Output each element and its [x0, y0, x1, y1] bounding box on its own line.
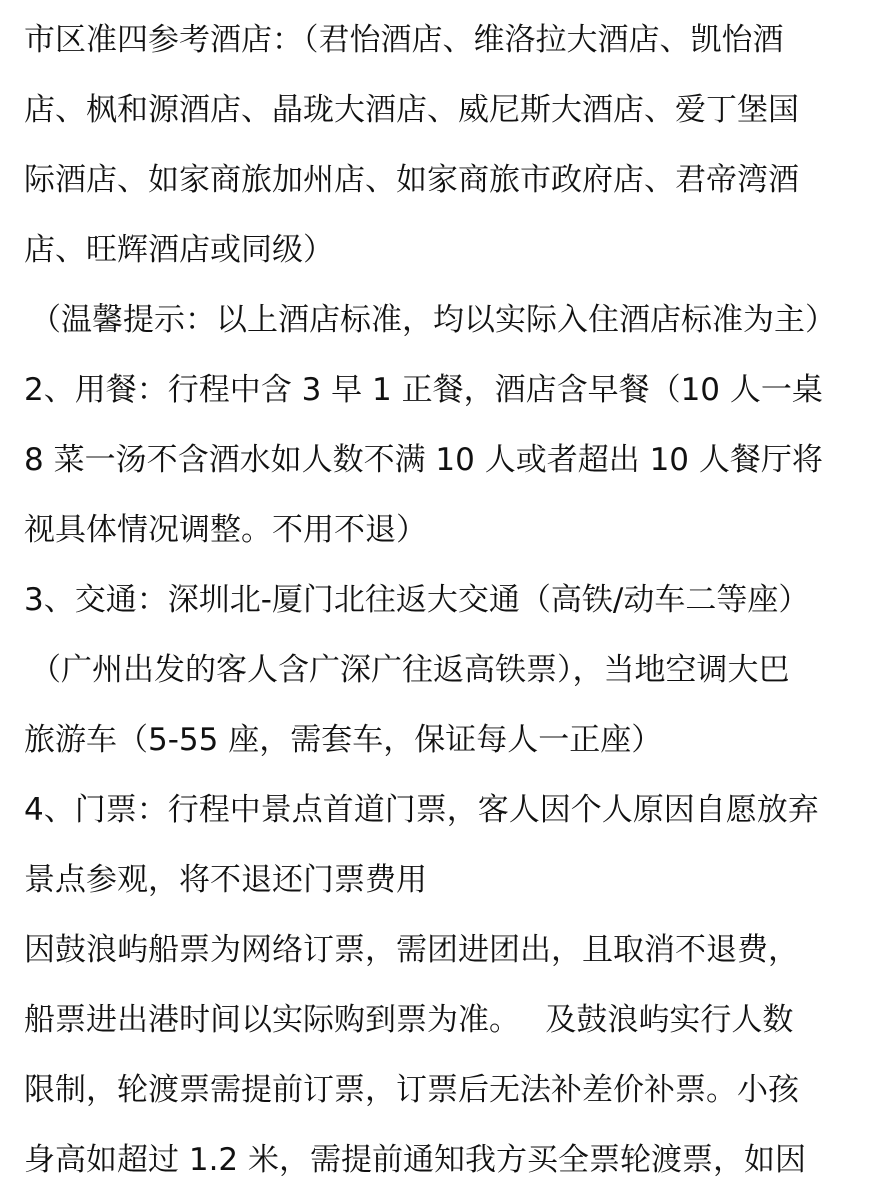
text-line: 际酒店、如家商旅加州店、如家商旅市政府店、君帝湾酒 [24, 162, 799, 198]
text-line: 2、用餐：行程中含 3 早 1 正餐，酒店含早餐（10 人一桌 [24, 372, 823, 408]
text-line: 3、交通：深圳北-厦门北往返大交通（高铁/动车二等座） [24, 582, 810, 618]
text-line: 店、枫和源酒店、晶珑大酒店、威尼斯大酒店、爱丁堡国 [24, 92, 799, 128]
text-line: 视具体情况调整。不用不退） [24, 512, 427, 548]
text-line: 身高如超过 1.2 米，需提前通知我方买全票轮渡票，如因 [24, 1142, 807, 1178]
text-line: 因鼓浪屿船票为网络订票，需团进团出，且取消不退费， [24, 932, 799, 968]
text-line: （广州出发的客人含广深广往返高铁票），当地空调大巴 [30, 652, 790, 688]
text-line: 店、旺辉酒店或同级） [24, 232, 334, 268]
text-line: 景点参观，将不退还门票费用 [24, 862, 427, 898]
text-line: 船票进出港时间以实际购到票为准。 及鼓浪屿实行人数 [24, 1002, 794, 1038]
text-line: 8 菜一汤不含酒水如人数不满 10 人或者超出 10 人餐厅将 [24, 442, 823, 478]
text-line: 市区准四参考酒店：（君怡酒店、维洛拉大酒店、凯怡酒 [24, 22, 784, 58]
text-line: 限制，轮渡票需提前订票，订票后无法补差价补票。小孩 [24, 1072, 799, 1108]
text-line: （温馨提示：以上酒店标准，均以实际入住酒店标准为主） [30, 302, 836, 338]
text-line: 4、门票：行程中景点首道门票，客人因个人原因自愿放弃 [24, 792, 819, 828]
text-line: 旅游车（5-55 座，需套车，保证每人一正座） [24, 722, 663, 758]
